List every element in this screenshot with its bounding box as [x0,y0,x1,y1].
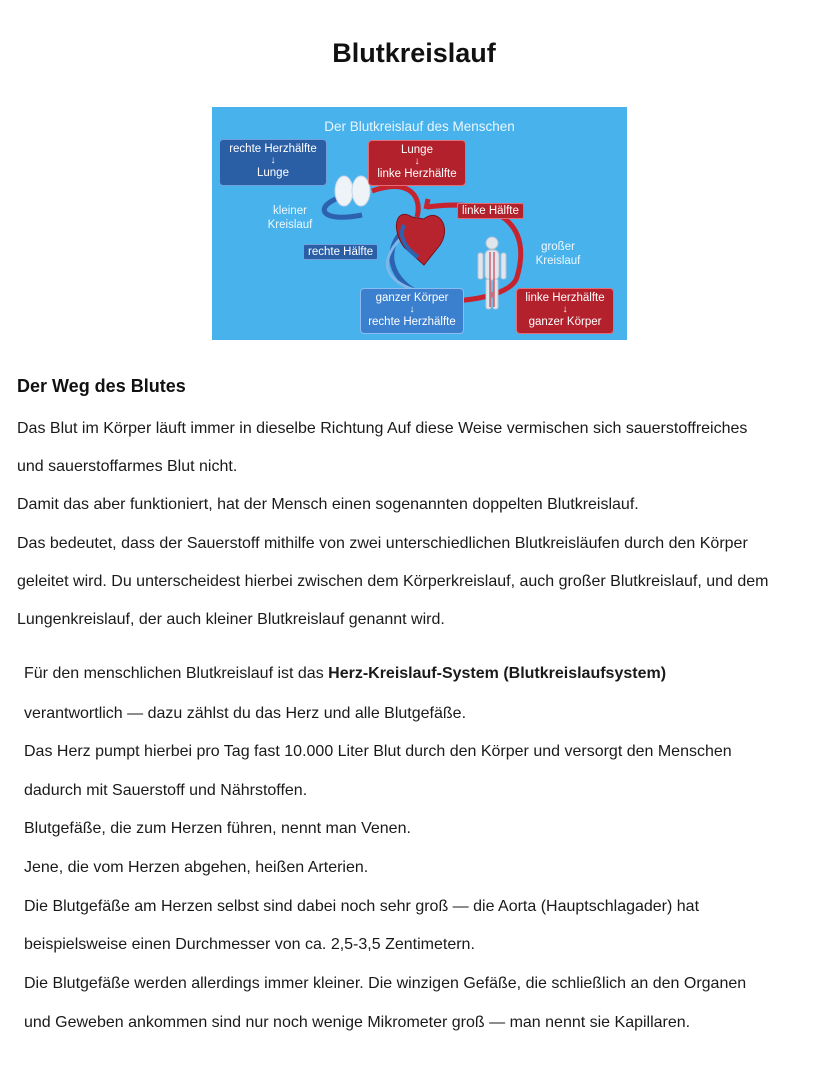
box-line-top: linke Herzhälfte [525,292,605,304]
text-line: Das Blut im Körper läuft immer in dieselbe Richtung Auf diese Weise vermischen sich sauerstoffreiches [17,420,748,437]
box-line-bottom: ganzer Körper [528,316,602,328]
box-lung-to-left-heart [368,140,466,186]
label-left-half: linke Hälfte [457,203,524,219]
arrow-down-icon: ↓ [414,156,420,167]
section-heading: Der Weg des Blutes [17,376,186,396]
box-line-top: Lunge [401,144,433,156]
text-line: Damit das aber funktioniert, hat der Mensch einen sogenannten doppelten Blutkreislauf. [17,496,639,513]
text-line: Das bedeutet, dass der Sauerstoff mithilfe von zwei unterschiedlichen Blutkreisläufen durch den Körper [17,535,748,552]
text-line-with-bold [24,665,666,683]
box-line-bottom: linke Herzhälfte [377,168,457,180]
text-line: und Geweben ankommen sind nur noch wenige Mikrometer groß — man nennt sie Kapillaren. [24,1014,691,1031]
circulation-diagram [212,107,627,340]
box-line-top: rechte Herzhälfte [229,143,317,155]
box-line-bottom: rechte Herzhälfte [368,316,456,328]
page-title: Blutkreislauf [332,38,496,68]
lungs-icon [335,176,370,206]
pulmonary-vein-vessel [372,187,418,217]
arrow-down-icon: ↓ [562,304,568,315]
arrow-down-icon: ↓ [409,304,415,315]
system-term: Herz-Kreislauf-System (Blutkreislaufsystem) [328,665,667,682]
box-line-top: ganzer Körper [375,292,449,304]
arrow-down-icon: ↓ [270,155,276,166]
text-line: Blutgefäße, die zum Herzen führen, nennt man Venen. [24,820,411,837]
text-line: Jene, die vom Herzen abgehen, heißen Arterien. [24,859,369,876]
box-right-heart-to-lung [219,139,327,186]
label-small-circuit [262,204,318,232]
text-line: Lungenkreislauf, der auch kleiner Blutkreislauf genannt wird. [17,611,445,628]
text-line: Die Blutgefäße am Herzen selbst sind dabei noch sehr groß — die Aorta (Hauptschlagader) hat [24,898,700,915]
text-line: geleitet wird. Du unterscheidest hierbei zwischen dem Körperkreislauf, auch großer Blutkreislauf, und dem [17,573,769,590]
label-large-circuit [530,240,586,268]
diagram-title: Der Blutkreislauf des Menschen [324,119,515,134]
box-line-bottom: Lunge [257,167,289,179]
text-line: und sauerstoffarmes Blut nicht. [17,458,238,475]
text-line: beispielsweise einen Durchmesser von ca. 2,5-3,5 Zentimetern. [24,936,475,953]
box-whole-body-to-right-heart [360,288,464,334]
text-lead: Für den menschlichen Blutkreislauf ist das [24,665,329,682]
text-line: dadurch mit Sauerstoff und Nährstoffen. [24,782,308,799]
label-line-2: Kreislauf [267,219,313,231]
box-left-heart-to-whole-body [516,288,614,334]
text-line: Das Herz pumpt hierbei pro Tag fast 10.000 Liter Blut durch den Körper und versorgt den Menschen [24,743,732,760]
label-right-half: rechte Hälfte [303,244,378,260]
text-line: Die Blutgefäße werden allerdings immer kleiner. Die winzigen Gefäße, die schließlich an den Organen [24,975,747,992]
label-line-1: großer [541,241,575,253]
text-line: verantwortlich — dazu zählst du das Herz und alle Blutgefäße. [24,705,467,722]
label-line-2: Kreislauf [535,255,581,267]
label-line-1: kleiner [273,205,307,217]
